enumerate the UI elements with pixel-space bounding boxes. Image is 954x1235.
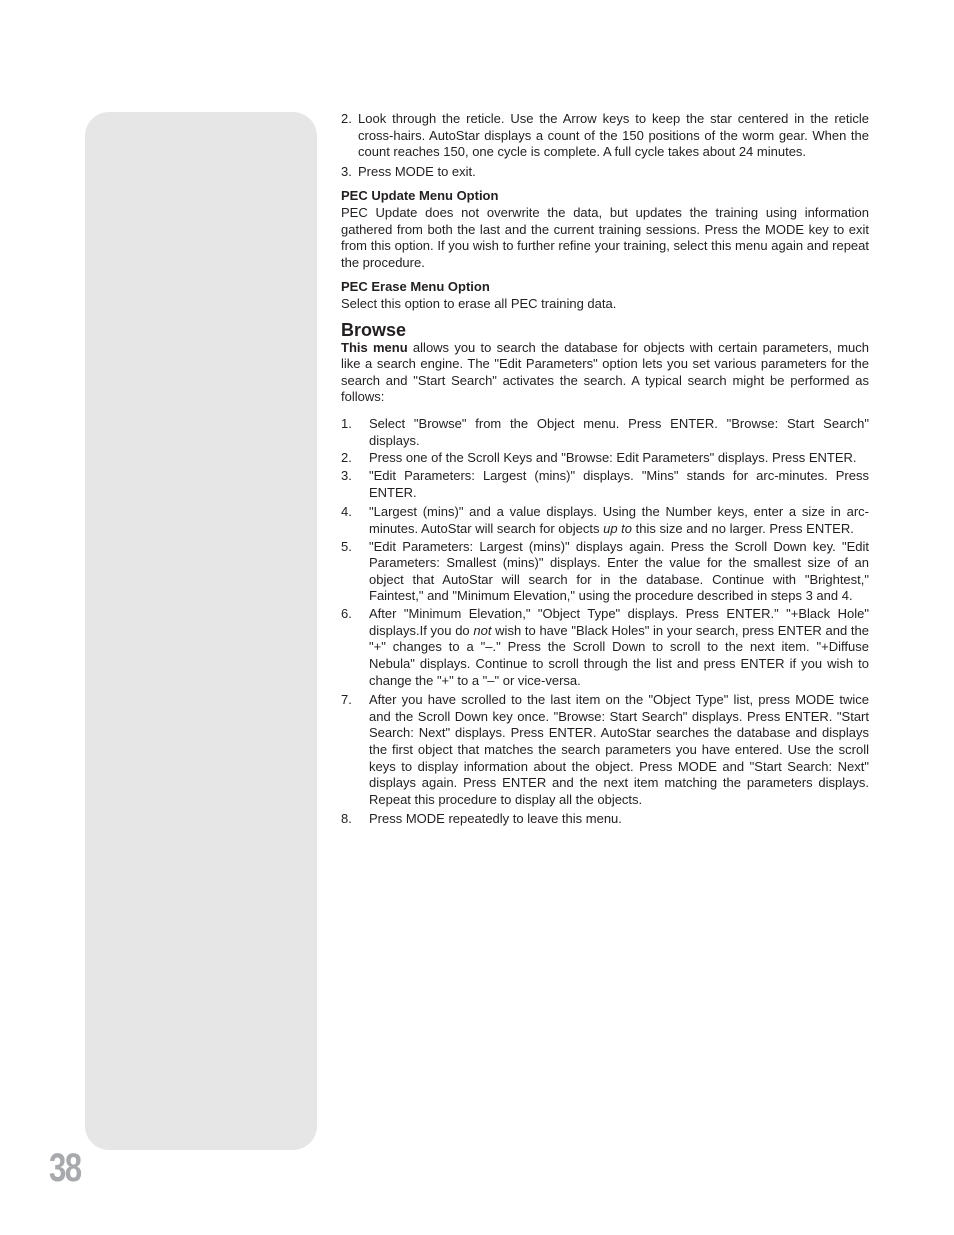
step-text: Select "Browse" from the Object menu. Press ENTER. "Browse: Start Search" displays. <box>369 415 869 448</box>
browse-section <box>341 320 869 828</box>
list-item-number: 3. <box>341 163 352 179</box>
step-number: 1. <box>341 415 352 431</box>
step-text <box>369 606 869 687</box>
step-text-part: After "Minimum Elevation," "Object Type" displays. Press ENTER." "+Black Hole" displays.If you do <box>369 606 869 638</box>
step-number: 3. <box>341 468 352 484</box>
step-number: 8. <box>341 811 352 827</box>
browse-steps <box>341 416 869 828</box>
step-text-part: "Largest (mins)" and a value displays. Using the Number keys, enter a size in arc-minutes. AutoStar will search for objects <box>369 504 869 536</box>
list-item-text: Press MODE to exit. <box>358 163 476 179</box>
step-text: Press one of the Scroll Keys and "Browse: Edit Parameters" displays. Press ENTER. <box>369 450 857 466</box>
list-item <box>341 539 869 605</box>
intro-list <box>341 111 869 180</box>
step-number: 7. <box>341 692 352 708</box>
pec-erase-body: Select this option to erase all PEC training data. <box>341 295 617 311</box>
list-item <box>341 606 869 689</box>
step-text-emphasis: not <box>473 622 492 638</box>
step-text: "Edit Parameters: Largest (mins)" displays again. Press the Scroll Down key. "Edit Parameters: Smallest (mins)" displays. Enter the value for the smallest size of an object that AutoStar will search for in the database. Continue with "Brightest," Faintest," and "Minimum Elevation," using the procedure described in steps 3 and 4. <box>369 538 869 604</box>
main-content <box>341 111 869 828</box>
step-text-emphasis: up to <box>603 520 633 536</box>
step-text <box>369 504 869 536</box>
list-item <box>341 111 869 161</box>
browse-intro <box>341 340 869 406</box>
browse-heading: Browse <box>341 319 407 340</box>
step-text-part: this size and no larger. Press ENTER. <box>632 520 854 536</box>
list-item <box>341 811 869 828</box>
sidebar-panel <box>85 112 317 1150</box>
pec-update-heading: PEC Update Menu Option <box>341 188 499 204</box>
list-item <box>341 504 869 537</box>
list-item-text: Look through the reticle. Use the Arrow keys to keep the star centered in the reticle cross-hairs. AutoStar displays a count of the 150 positions of the worm gear. When the count reaches 150, one cycle is complete. A full cycle takes about 24 minutes. <box>358 111 869 160</box>
step-text: After you have scrolled to the last item on the "Object Type" list, press MODE twice and the Scroll Down key once. "Browse: Start Search" displays. Press ENTER. "Start Search: Next" displays. Press ENTER. AutoStar searches the database and displays the first object that matches the search parameters you have entered. Use the scroll keys to display information about the object. Press MODE and "Start Search: Next" displays again. Press ENTER and the next item matching the parameters displays. Repeat this procedure to display all the objects. <box>369 692 869 807</box>
page-number: 38 <box>49 1146 81 1190</box>
browse-intro-text: allows you to search the database for objects with certain parameters, much like a search engine. The "Edit Parameters" option lets you set various parameters for the search and "Start Search" activates the search. A typical search might be performed as follows: <box>341 339 870 405</box>
list-item <box>341 692 869 808</box>
browse-intro-bold: This menu <box>341 339 408 355</box>
step-text-part: wish to have "Black Holes" in your search, press ENTER and the "+" changes to a "–." Press the Scroll Down to scroll to the next item. "+Diffuse Nebula" displays. Continue to scroll through the list and press ENTER if you wish to change the "+" to a "–" or vice-versa. <box>369 622 869 688</box>
step-text: Press MODE repeatedly to leave this menu. <box>369 811 622 827</box>
step-number: 4. <box>341 504 352 520</box>
list-item <box>341 164 869 181</box>
pec-erase-section <box>341 279 869 312</box>
step-text: "Edit Parameters: Largest (mins)" displays. "Mins" stands for arc-minutes. Press ENTER. <box>369 468 869 500</box>
step-number: 6. <box>341 606 352 622</box>
pec-update-section <box>341 188 869 271</box>
step-number: 5. <box>341 538 352 554</box>
list-item-number: 2. <box>341 111 352 126</box>
step-number: 2. <box>341 450 352 466</box>
pec-update-body: PEC Update does not overwrite the data, but updates the training using information gathered from both the last and the current training sessions. Press the MODE key to exit from this option. If you wish to further refine your training, select this menu again and repeat the procedure. <box>341 204 869 270</box>
pec-erase-heading: PEC Erase Menu Option <box>341 279 490 295</box>
list-item <box>341 416 869 449</box>
list-item <box>341 450 869 467</box>
list-item <box>341 468 869 501</box>
